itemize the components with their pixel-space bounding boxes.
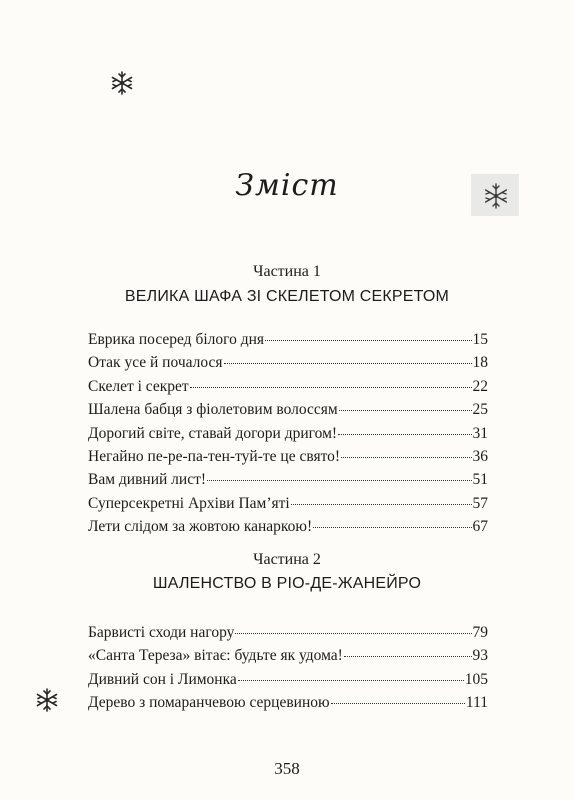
part-2-number: Частина 2 (253, 551, 321, 568)
toc-entry[interactable] (88, 495, 488, 518)
dot-leader (190, 387, 472, 388)
toc-entry-page: 111 (465, 694, 488, 712)
toc-entry[interactable] (88, 647, 488, 670)
toc-entry[interactable] (88, 624, 488, 647)
toc-entry-title: Лети слідом за жовтою канаркою! (88, 518, 313, 536)
toc-list-part-1 (88, 331, 488, 542)
dot-leader (235, 633, 471, 634)
toc-entry-page: 67 (472, 518, 488, 536)
dot-leader (313, 527, 471, 528)
toc-entry-title: Вам дивний лист! (88, 471, 207, 489)
dot-leader (265, 340, 471, 341)
dot-leader (224, 363, 472, 364)
toc-entry-page: 36 (472, 447, 488, 465)
toc-entry-title: Суперсекретні Архіви Пам’яті (88, 494, 290, 512)
part-2-title: ШАЛЕНСТВО В РІО-ДЕ-ЖАНЕЙРО (152, 575, 422, 592)
toc-entry-title: Скелет і секрет (88, 377, 189, 395)
toc-entry-title: Отак усе й почалося (88, 354, 223, 372)
toc-entry-page: 51 (472, 471, 488, 489)
dot-leader (331, 703, 465, 704)
toc-entry-title: «Санта Тереза» вітає: будьте як удома! (88, 647, 343, 665)
toc-entry[interactable] (88, 425, 488, 448)
dot-leader (341, 457, 471, 458)
page-number: 358 (274, 759, 300, 778)
toc-entry-title: Дивний сон і Лимонка (88, 670, 237, 688)
toc-list-part-2 (88, 624, 488, 718)
toc-entry[interactable] (88, 448, 488, 471)
dot-leader (207, 480, 471, 481)
toc-entry-title: Дорогий світе, ставай догори дригом! (88, 424, 338, 442)
page-title: Зміст (235, 168, 339, 203)
snowflake-icon (34, 687, 60, 713)
dot-leader (238, 680, 464, 681)
dot-leader (338, 434, 471, 435)
toc-entry-page: 22 (472, 377, 488, 395)
dot-leader (344, 656, 472, 657)
toc-entry-title: Дерево з помаранчевою серцевиною (88, 694, 330, 712)
toc-entry[interactable] (88, 354, 488, 377)
toc-entry[interactable] (88, 694, 488, 717)
toc-entry[interactable] (88, 401, 488, 424)
toc-entry-page: 25 (472, 401, 488, 419)
part-1-number: Частина 1 (253, 263, 321, 280)
toc-entry-title: Шалена бабця з фіолетовим волоссям (88, 401, 338, 419)
toc-entry-title: Еврика посеред білого дня (88, 331, 265, 348)
toc-entry-page: 15 (472, 331, 488, 348)
part-1-title: ВЕЛИКА ШАФА ЗІ СКЕЛЕТОМ СЕКРЕТОМ (124, 288, 450, 305)
toc-entry-page: 31 (472, 424, 488, 442)
toc-entry[interactable] (88, 378, 488, 401)
snowflake-icon (109, 70, 135, 96)
toc-entry-page: 105 (464, 670, 488, 688)
toc-entry-page: 18 (472, 354, 488, 372)
toc-entry-page: 57 (472, 494, 488, 512)
dot-leader (339, 410, 472, 411)
toc-entry-page: 79 (472, 624, 488, 641)
toc-entry-title: Негайно пе-ре-па-тен-туй-те це свято! (88, 447, 341, 465)
toc-entry-title: Барвисті сходи нагору (88, 624, 235, 641)
toc-entry-page: 93 (472, 647, 488, 665)
toc-entry[interactable] (88, 471, 488, 494)
toc-entry[interactable] (88, 331, 488, 354)
toc-entry[interactable] (88, 518, 488, 541)
dot-leader (291, 504, 472, 505)
toc-entry[interactable] (88, 671, 488, 694)
